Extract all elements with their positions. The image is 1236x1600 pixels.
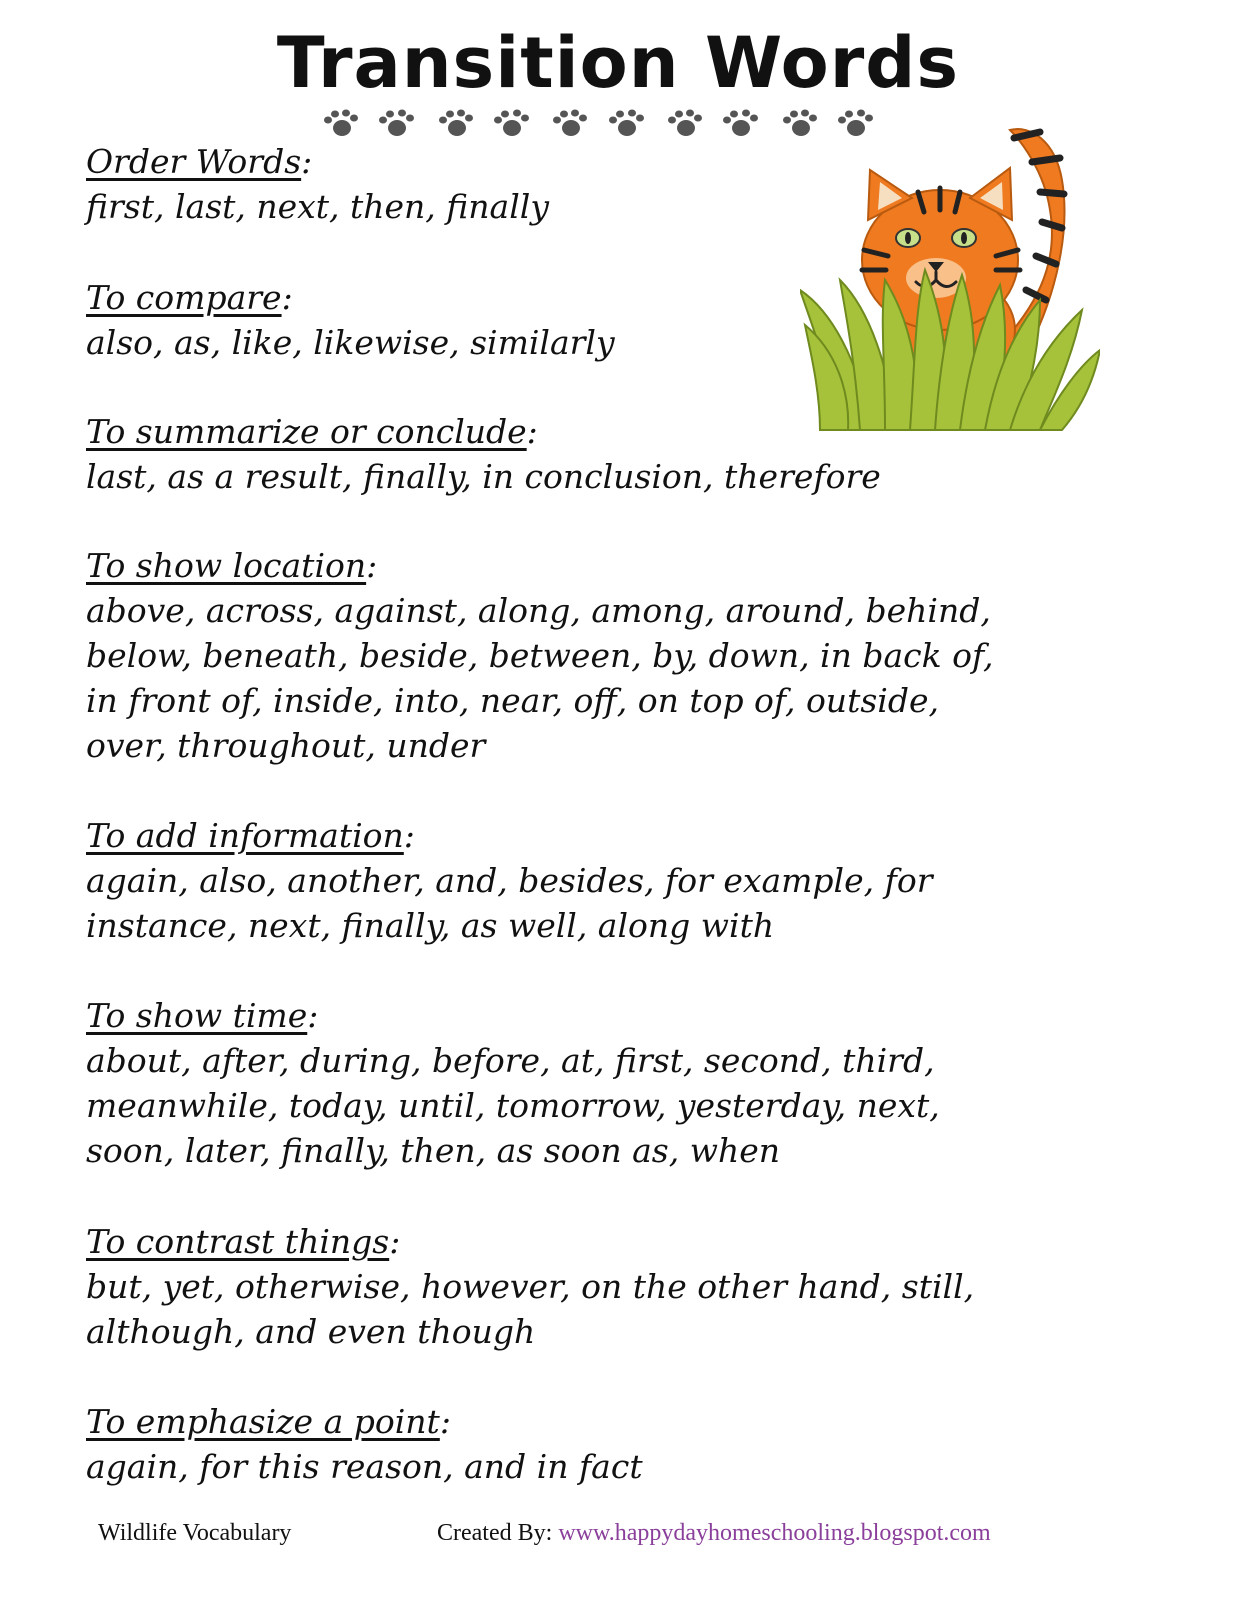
word-line: soon, later, finally, then, as soon as, when	[86, 1131, 780, 1170]
section-words	[86, 1264, 1186, 1354]
paw-print-icon	[719, 108, 763, 140]
page-title: Transition Words	[276, 22, 960, 104]
word-line: again, also, another, and, besides, for example, for	[86, 861, 933, 900]
word-line: in front of, inside, into, near, off, on top of, outside,	[86, 681, 939, 720]
paw-print-divider	[318, 106, 878, 142]
section-to-contrast-things	[86, 1222, 1186, 1354]
footer-url-link[interactable]: www.happydayhomeschooling.blogspot.com	[558, 1520, 991, 1546]
section-to-add-information	[86, 816, 1186, 948]
paw-print-icon	[375, 108, 419, 140]
section-heading: Order Words:	[86, 142, 313, 181]
section-heading: To show location:	[86, 546, 378, 585]
section-words	[86, 1444, 1186, 1489]
section-to-compare	[86, 278, 1186, 365]
word-line: but, yet, otherwise, however, on the other hand, still,	[86, 1267, 975, 1306]
paw-print-icon	[490, 108, 534, 140]
paw-print-icon	[547, 108, 591, 140]
word-line: last, as a result, finally, in conclusion, therefore	[86, 457, 881, 496]
section-heading: To emphasize a point:	[86, 1402, 451, 1441]
word-line: about, after, during, before, at, first, second, third,	[86, 1041, 935, 1080]
section-words	[86, 858, 1186, 948]
word-line: over, throughout, under	[86, 726, 486, 765]
word-line: meanwhile, today, until, tomorrow, yesterday, next,	[86, 1086, 940, 1125]
section-order-words	[86, 142, 1186, 229]
section-heading-text: Order Words	[86, 142, 302, 181]
section-words	[86, 454, 1186, 499]
footer-credit	[437, 1520, 991, 1547]
section-heading-text: To emphasize a point	[86, 1402, 440, 1441]
word-line: below, beneath, beside, between, by, down, in back of,	[86, 636, 994, 675]
section-heading: To show time:	[86, 996, 319, 1035]
section-to-show-time	[86, 996, 1186, 1173]
word-line: again, for this reason, and in fact	[86, 1447, 643, 1486]
section-heading-text: To compare	[86, 278, 282, 317]
section-heading-text: To show location	[86, 546, 367, 585]
section-heading-text: To add information	[86, 816, 404, 855]
section-to-emphasize	[86, 1402, 1186, 1489]
word-line: first, last, next, then, finally	[86, 187, 549, 226]
paw-print-icon	[605, 108, 649, 140]
section-words	[86, 588, 1186, 768]
section-heading: To summarize or conclude:	[86, 412, 538, 451]
section-heading-text: To summarize or conclude	[86, 412, 527, 451]
word-line: above, across, against, along, among, around, behind,	[86, 591, 991, 630]
word-line: also, as, like, likewise, similarly	[86, 323, 615, 362]
paw-print-icon	[662, 108, 706, 140]
section-words	[86, 320, 1186, 365]
section-heading: To compare:	[86, 278, 293, 317]
section-heading: To add information:	[86, 816, 415, 855]
section-to-summarize	[86, 412, 1186, 499]
section-heading-text: To contrast things	[86, 1222, 390, 1261]
word-line: instance, next, finally, as well, along with	[86, 906, 775, 945]
section-heading-text: To show time	[86, 996, 308, 1035]
paw-print-icon	[433, 108, 477, 140]
section-words	[86, 184, 1186, 229]
section-to-show-location	[86, 546, 1186, 768]
section-words	[86, 1038, 1186, 1173]
footer-series-name: Wildlife Vocabulary	[98, 1520, 292, 1546]
section-heading: To contrast things:	[86, 1222, 401, 1261]
word-line: although, and even though	[86, 1312, 536, 1351]
footer-created-by-label: Created By:	[437, 1520, 553, 1546]
paw-print-icon	[318, 108, 362, 140]
